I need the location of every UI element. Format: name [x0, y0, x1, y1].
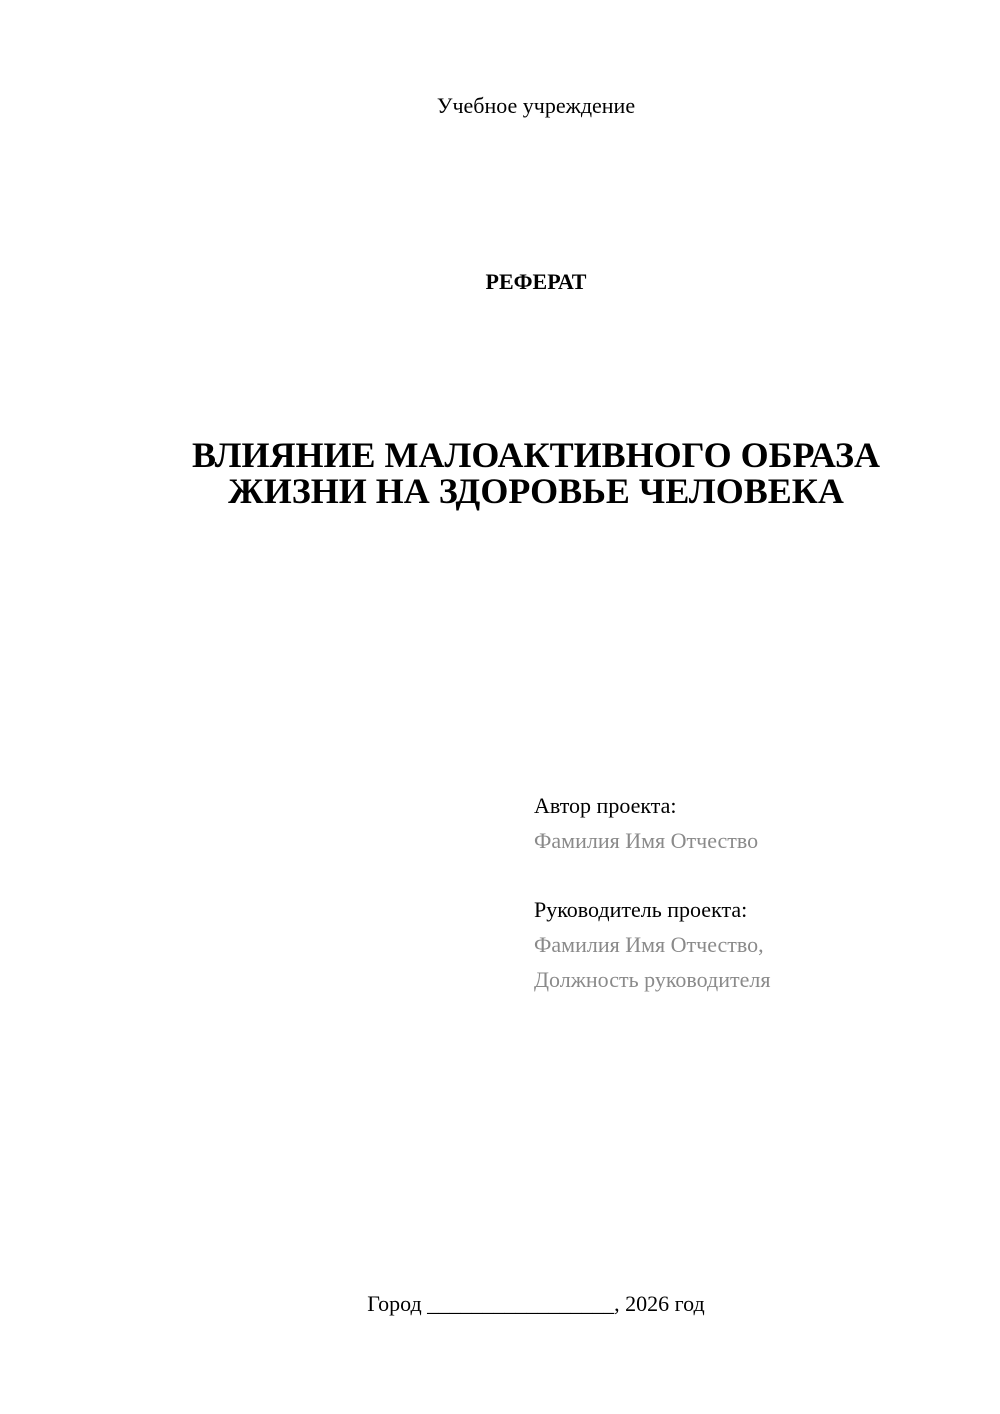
project-info — [534, 788, 974, 997]
author-label: Автор проекта: — [534, 793, 677, 818]
city-year-line: Город _________________, 2026 год — [367, 1291, 705, 1316]
institution-name: Учебное учреждение — [436, 93, 636, 118]
author-name: Фамилия Имя Отчество — [534, 828, 759, 853]
document-title — [100, 437, 972, 509]
supervisor-position: Должность руководителя — [534, 967, 771, 992]
document-title-line-1: ВЛИЯНИЕ МАЛОАКТИВНОГО ОБРАЗА — [192, 435, 880, 475]
info-spacer — [534, 858, 974, 892]
document-title-line-2: ЖИЗНИ НА ЗДОРОВЬЕ ЧЕЛОВЕКА — [228, 471, 844, 511]
supervisor-label: Руководитель проекта: — [534, 897, 748, 922]
supervisor-name: Фамилия Имя Отчество, — [534, 932, 764, 957]
document-type: РЕФЕРАТ — [485, 269, 587, 294]
